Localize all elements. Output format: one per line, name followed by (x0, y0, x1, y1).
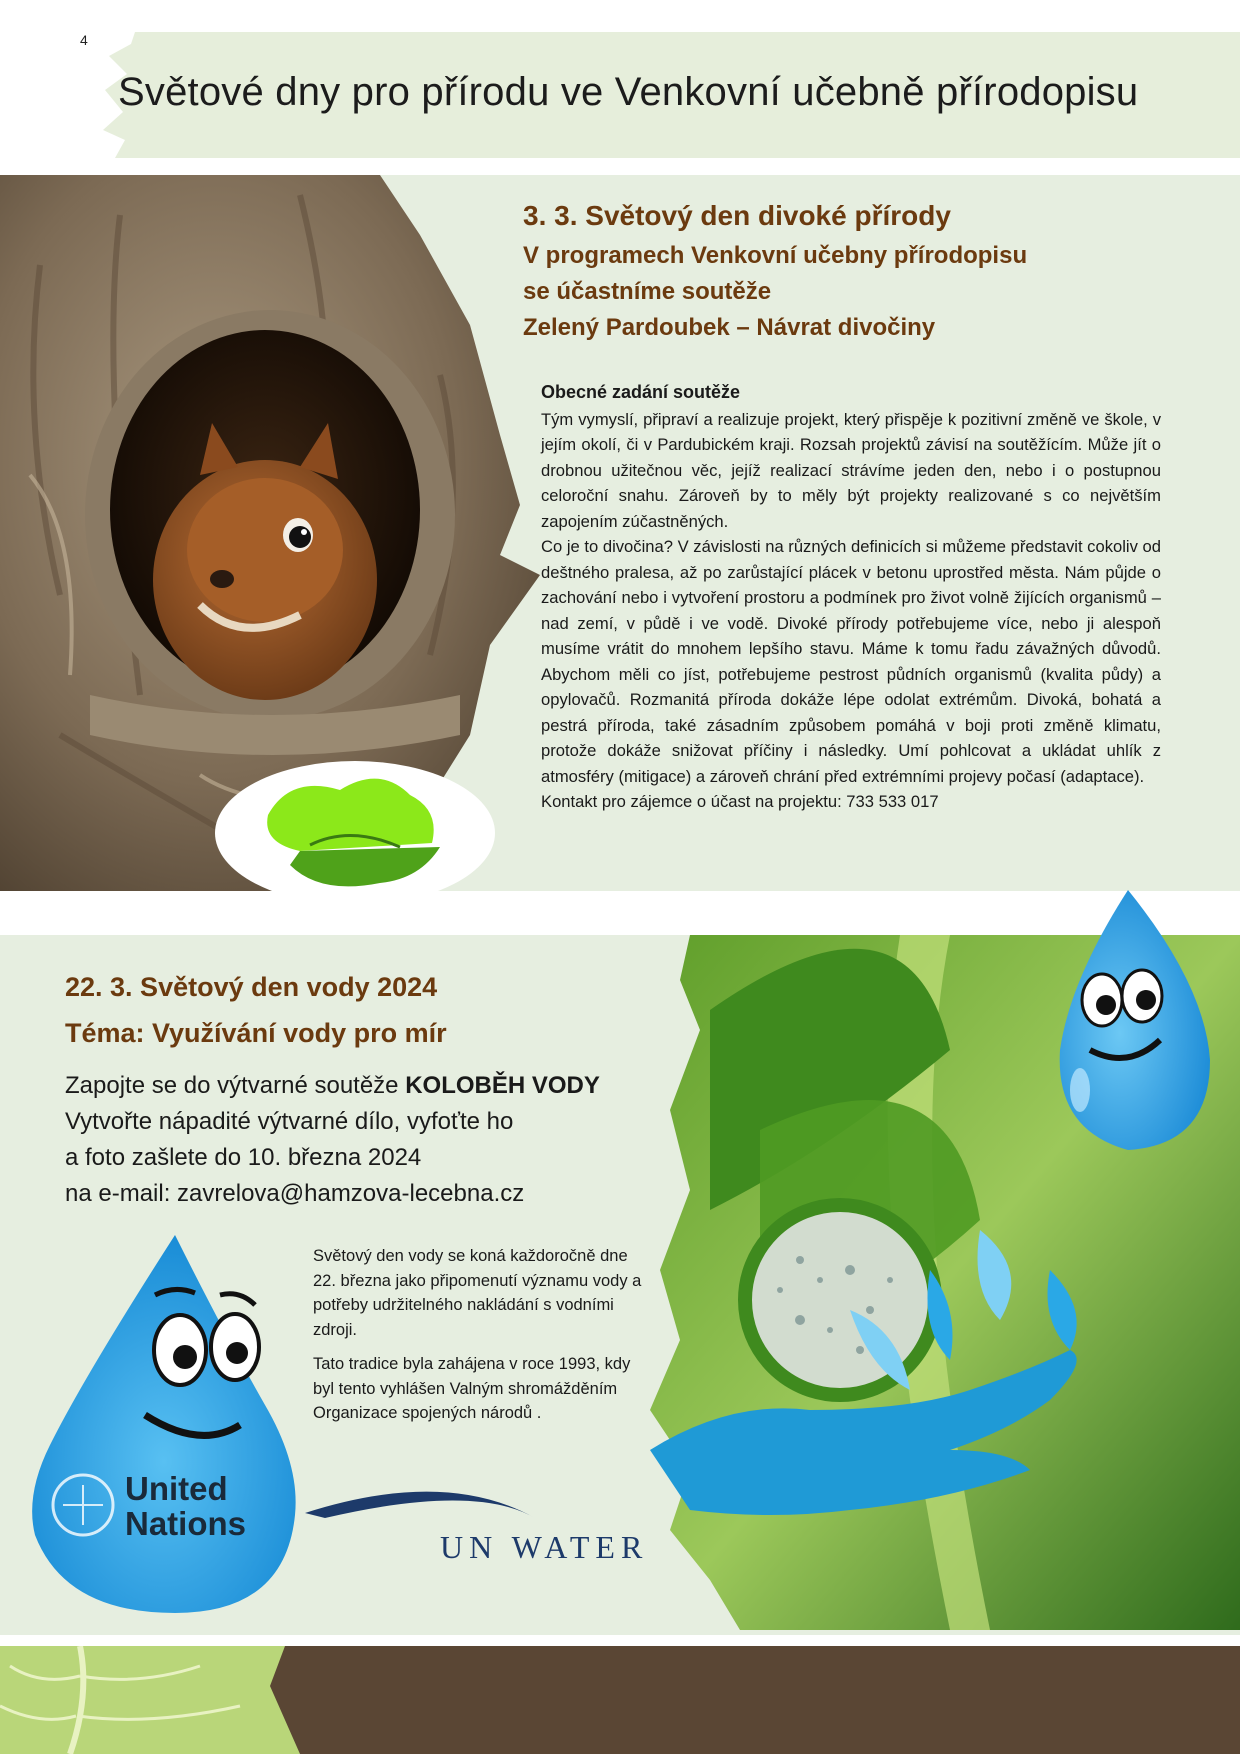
water-contest-invite (65, 1068, 645, 1212)
wilderness-paragraph: Co je to divočina? V závislosti na různých definicích si můžeme představit cokoliv od deštného pralesa, až po zarůstající plácek v betonu uprostřed města. Nám půjde o zachování nebo i vytvoření prostoru a podmínek pro život volně žijících organismů – nad zemí, v půdě i ve vodě. Divoké přírody potřebujeme více, nebo ji alespoň musíme vrátit do mnohem lepšího stavu. Máme k tomu řadu závažných důvodů. Abychom měli co jíst, potřebujeme pestrost půdních organismů (kvalita půdy) a opylovačů. Rozmanitá příroda dokáže lépe odolat extrémům. Divoká, bohatá a pestrá příroda, také zásadním způsobem pomáhá v boji proti změně klimatu, protože dokáže snižovat příčiny i následky. Umí pohlcovat a ukládat uhlík z atmosféry (mitigace) a zároveň chrání před extrémními projevy počasí (adaptace). (541, 537, 1161, 786)
contest-name: KOLOBĚH VODY (405, 1072, 600, 1099)
un-water-logo-text: UN WATER (440, 1529, 649, 1565)
contest-email-line: na e-mail: zavrelova@hamzova-lecebna.cz (65, 1180, 525, 1207)
contest-line: Vytvořte nápadité výtvarné dílo, vyfoťte ho (65, 1108, 514, 1135)
squirrel-in-tree-hollow-photo (0, 175, 540, 891)
un-water-logo (305, 1488, 685, 1568)
subtitle-line: se účastníme soutěže (523, 278, 772, 305)
subtitle-line: V programech Venkovní učebny přírodopisu (523, 242, 1028, 269)
info-paragraph: Světový den vody se koná každoročně dne 22. března jako připomenutí významu vody a potřeby udržitelného nakládání s vodními zdroji. (313, 1247, 642, 1339)
un-logo-line2: Nations (125, 1505, 247, 1542)
footer-leaf-strip (0, 1646, 1240, 1754)
contact-line: Kontakt pro zájemce o účast na projektu: 733 533 017 (541, 792, 939, 811)
water-day-theme: Téma: Využívání vody pro mír (65, 1018, 447, 1048)
united-nations-water-drop-logo (25, 1235, 303, 1613)
subtitle-line: Zelený Pardoubek – Návrat divočiny (523, 314, 936, 341)
water-day-info (313, 1244, 653, 1436)
contest-line: a foto zašlete do 10. března 2024 (65, 1144, 422, 1171)
contest-description (541, 380, 1161, 815)
contest-intro: Zapojte se do výtvarné soutěže (65, 1072, 406, 1099)
happy-water-drop-mascot-icon (1060, 890, 1210, 1150)
plant-dewdrop-photo-with-water-drop-mascot (650, 890, 1240, 1630)
contest-intro-line (65, 1068, 645, 1104)
water-day-title: 22. 3. Světový den vody 2024 (65, 972, 438, 1002)
page-number: 4 (80, 32, 88, 48)
contest-paragraph: Tým vymyslí, připraví a realizuje projekt, který přispěje k pozitivní změně ve škole, v jejím okolí, či v Pardubickém kraji. Rozsah projektů závisí na soutěžícím. Může jít o drobnou užitečnou věc, jejíž realizací strávíme jeden den, nebo i o postupnou celoroční snahu. Zároveň by to měly být projekty realizované s co největším zapojením zúčastněných. (541, 409, 1161, 531)
wildlife-subtitle (523, 238, 1083, 346)
info-paragraph: Tato tradice byla zahájena v roce 1993, kdy byl tento vyhlášen Valným shromážděním Organizace spojených národů . (313, 1355, 631, 1422)
page-title: Světové dny pro přírodu ve Venkovní učebně přírodopisu (118, 70, 1139, 114)
un-logo-line1: United (125, 1470, 228, 1507)
contest-heading: Obecné zadání soutěže (541, 382, 741, 402)
wildlife-day-title: 3. 3. Světový den divoké přírody (523, 200, 951, 231)
